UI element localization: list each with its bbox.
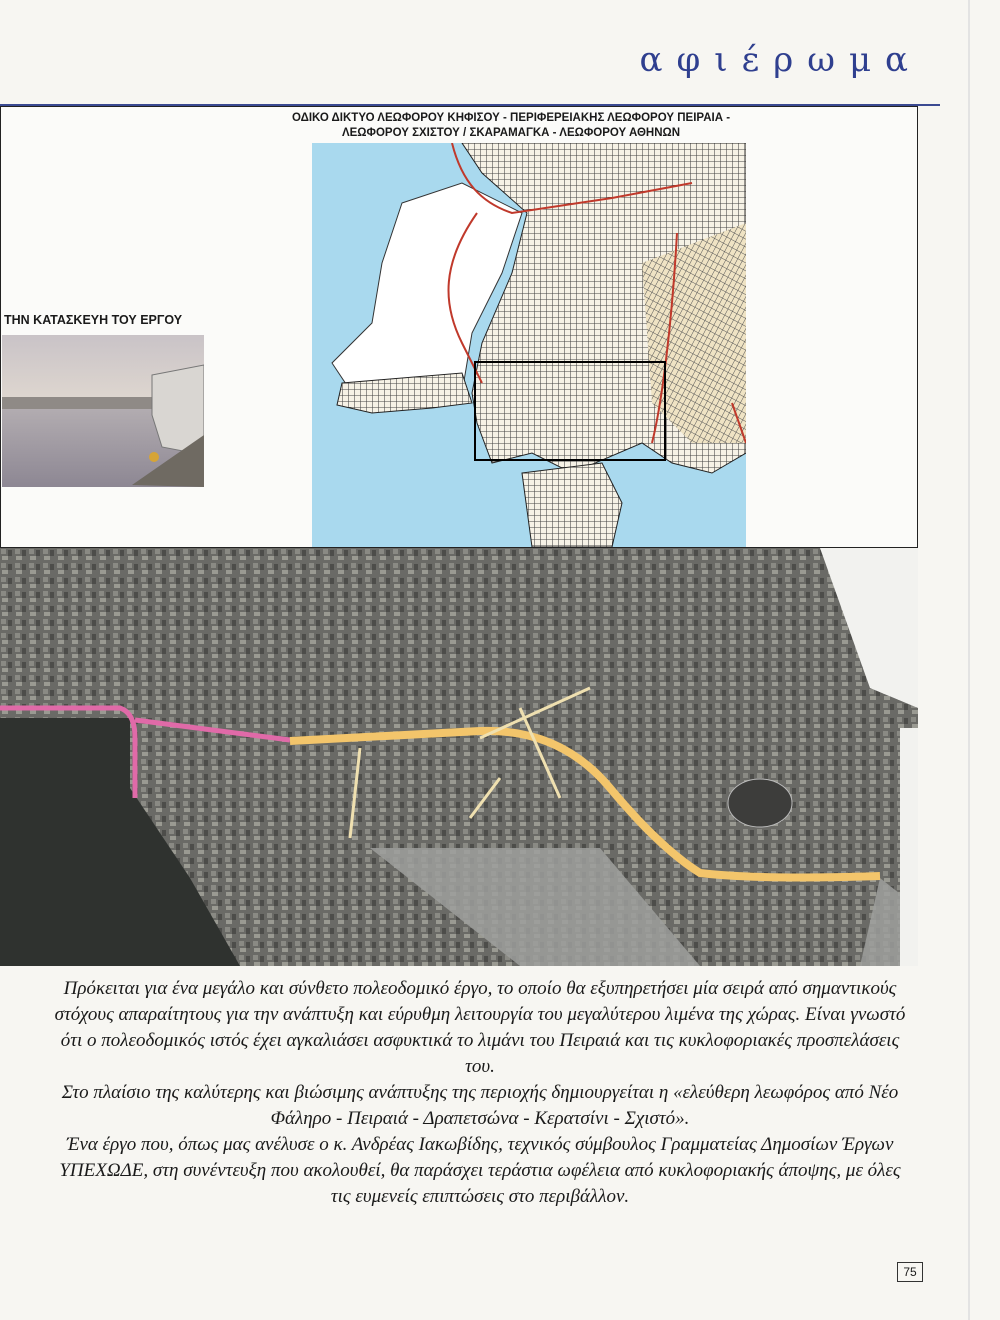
article-paragraph-3: Ένα έργο που, όπως μας ανέλυσε ο κ. Ανδρέας Ιακωβίδης, τεχνικός σύμβουλος Γραμματείας Δημοσίων Έργων ΥΠΕΧΩΔΕ, στη συνέντευξη που ακολουθεί, θα παράσχει τεράστια ωφέλεια από κυκλοφοριακής άποψης, με όλες τις ευμενείς επιπτώσεις στο περιβάλλον. — [59, 1134, 901, 1207]
article-body — [50, 976, 910, 1210]
photo-caption: ΤΗΝ ΚΑΤΑΣΚΕΥΗ ΤΟΥ ΕΡΓΟΥ — [4, 313, 183, 327]
map-title — [251, 111, 771, 141]
map-title-line-1: ΟΔΙΚΟ ΔΙΚΤΥΟ ΛΕΩΦΟΡΟΥ ΚΗΦΙΣΟΥ - ΠΕΡΙΦΕΡΕΙΑΚΗΣ ΛΕΩΦΟΡΟΥ ΠΕΙΡΑΙΑ - — [291, 112, 731, 124]
page-edge — [968, 0, 970, 1320]
page-number: 75 — [897, 1262, 923, 1282]
lower-right-blank — [900, 728, 918, 966]
land-area-south — [522, 463, 622, 547]
road-network-map — [312, 143, 746, 547]
bollard — [149, 452, 159, 462]
article-paragraph-2: Στο πλαίσιο της καλύτερης και βιώσιμης ανάπτυξης της περιοχής δημιουργείται η «ελεύθερη λεωφόρος από Νέο Φάληρο - Πειραιά - Δραπετσώνα - Κερατσίνι - Σχιστό». — [61, 1082, 899, 1129]
harbor-buildings — [2, 397, 152, 409]
harbor-photo — [2, 335, 204, 487]
map-title-line-2: ΛΕΩΦΟΡΟΥ ΣΧΙΣΤΟΥ / ΣΚΑΡΑΜΑΓΚΑ - ΛΕΩΦΟΡΟΥ ΑΘΗΝΩΝ — [341, 127, 681, 139]
article-paragraph-1: Πρόκειται για ένα μεγάλο και σύνθετο πολεοδομικό έργο, το οποίο θα εξυπηρετήσει μία σειρά από σημαντικούς στόχους απαραίτητους για την ανάπτυξη και εύρυθμη λειτουργία του μεγαλύτερου λιμένα της χώρας. Είναι γνωστό ότι ο πολεοδομικός ιστός έχει αγκαλιάσει ασφυκτικά το λιμάνι του Πειραιά και τις κυκλοφοριακές προσπελάσεις του. — [54, 978, 906, 1077]
stadium — [728, 779, 792, 827]
aerial-photo-route-plan — [0, 548, 918, 966]
section-title: αφιέρωμα — [639, 40, 922, 80]
